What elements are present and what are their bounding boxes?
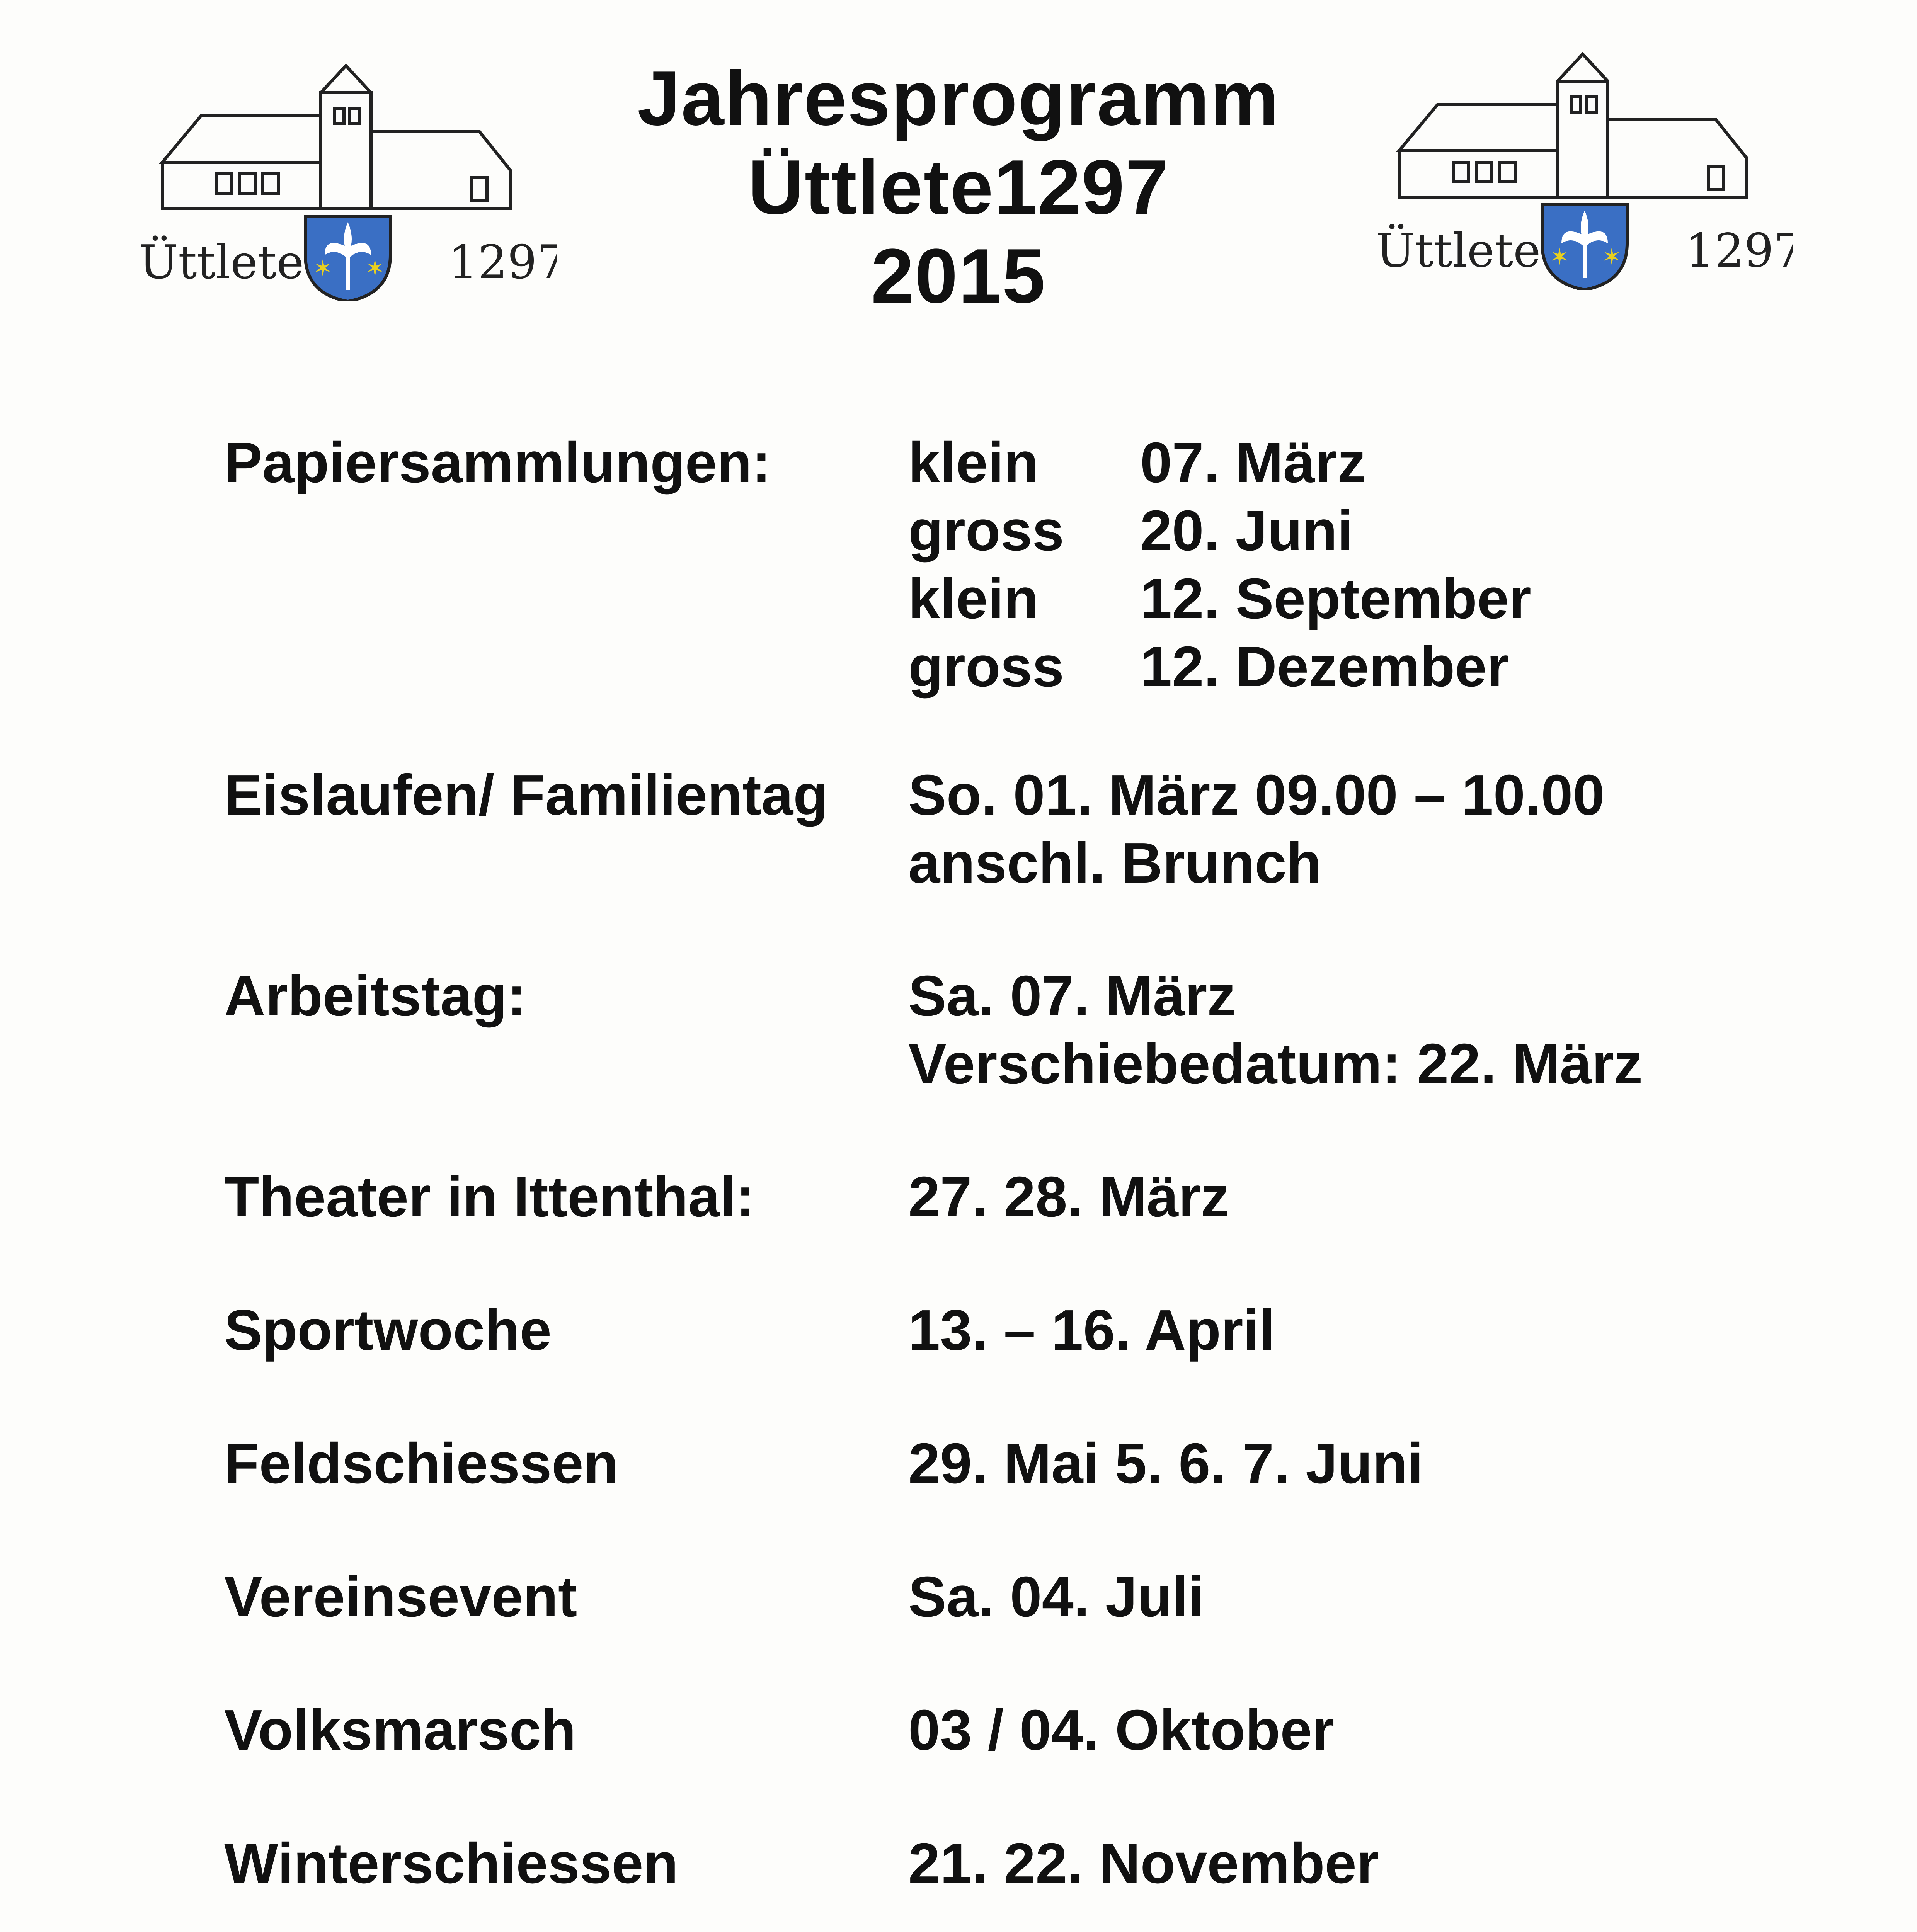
row-values: [908, 1163, 1855, 1231]
logo-name-text: Üttlete: [1376, 224, 1541, 278]
collection-size: klein: [908, 567, 1039, 631]
row-label: Arbeitstag:: [224, 964, 526, 1028]
row-values: [908, 1430, 1855, 1498]
row-values: [908, 429, 1855, 701]
row-value: Sa. 07. März: [908, 964, 1236, 1028]
logo-year-text: 1297: [1685, 224, 1793, 278]
row-value: anschl. Brunch: [908, 831, 1322, 895]
row-label: Winterschiessen: [224, 1832, 678, 1895]
row-value: 21. 22. November: [908, 1832, 1379, 1895]
village-church-logo: [1376, 50, 1793, 290]
logo-year-text: 1297: [448, 236, 557, 289]
row-value: 27. 28. März: [908, 1165, 1229, 1229]
title-line-2: Üttlete1297: [748, 144, 1169, 230]
logo-right: [1376, 50, 1793, 290]
row-value: 29. Mai 5. 6. 7. Juni: [908, 1432, 1423, 1495]
title-line-1: Jahresprogramm: [637, 55, 1280, 141]
star-icon: ✶: [313, 255, 333, 281]
row-value: 03 / 04. Oktober: [908, 1698, 1335, 1762]
row-label: Eislaufen/ Familientag: [224, 763, 828, 827]
row-label: Feldschiessen: [224, 1432, 619, 1495]
collection-date: 12. September: [1140, 567, 1531, 631]
collection-size: gross: [908, 635, 1064, 699]
row-label: Papiersammlungen:: [224, 431, 771, 495]
collection-date: 12. Dezember: [1140, 635, 1509, 699]
row-value: So. 01. März 09.00 – 10.00: [908, 763, 1605, 827]
row-values: [908, 1696, 1855, 1764]
logo-name-text: Üttlete: [139, 236, 304, 289]
row-values: [908, 1563, 1855, 1631]
collection-date: 20. Juni: [1140, 499, 1353, 563]
row-value: Sa. 04. Juli: [908, 1565, 1204, 1629]
row-values: [908, 1830, 1855, 1898]
row-label: Vereinsevent: [224, 1565, 577, 1629]
collection-size: gross: [908, 499, 1064, 563]
star-icon: ✶: [365, 255, 385, 281]
row-label: Volksmarsch: [224, 1698, 576, 1762]
star-icon: ✶: [1602, 244, 1622, 270]
collection-entry: [908, 497, 1855, 565]
row-value: Verschiebedatum: 22. März: [908, 1032, 1643, 1096]
title-line-3: 2015: [871, 233, 1046, 319]
collection-size: klein: [908, 431, 1039, 495]
row-label: Sportwoche: [224, 1298, 552, 1362]
row-values: [908, 962, 1855, 1098]
page-title: [479, 54, 1438, 321]
collection-entry: [908, 429, 1855, 497]
star-icon: ✶: [1550, 244, 1570, 270]
row-values: [908, 761, 1855, 897]
collection-entry: [908, 633, 1855, 701]
row-label: Theater in Ittenthal:: [224, 1165, 755, 1229]
row-values: [908, 1296, 1855, 1364]
collection-entry: [908, 565, 1855, 633]
collection-date: 07. März: [1140, 431, 1366, 495]
row-value: 13. – 16. April: [908, 1298, 1275, 1362]
